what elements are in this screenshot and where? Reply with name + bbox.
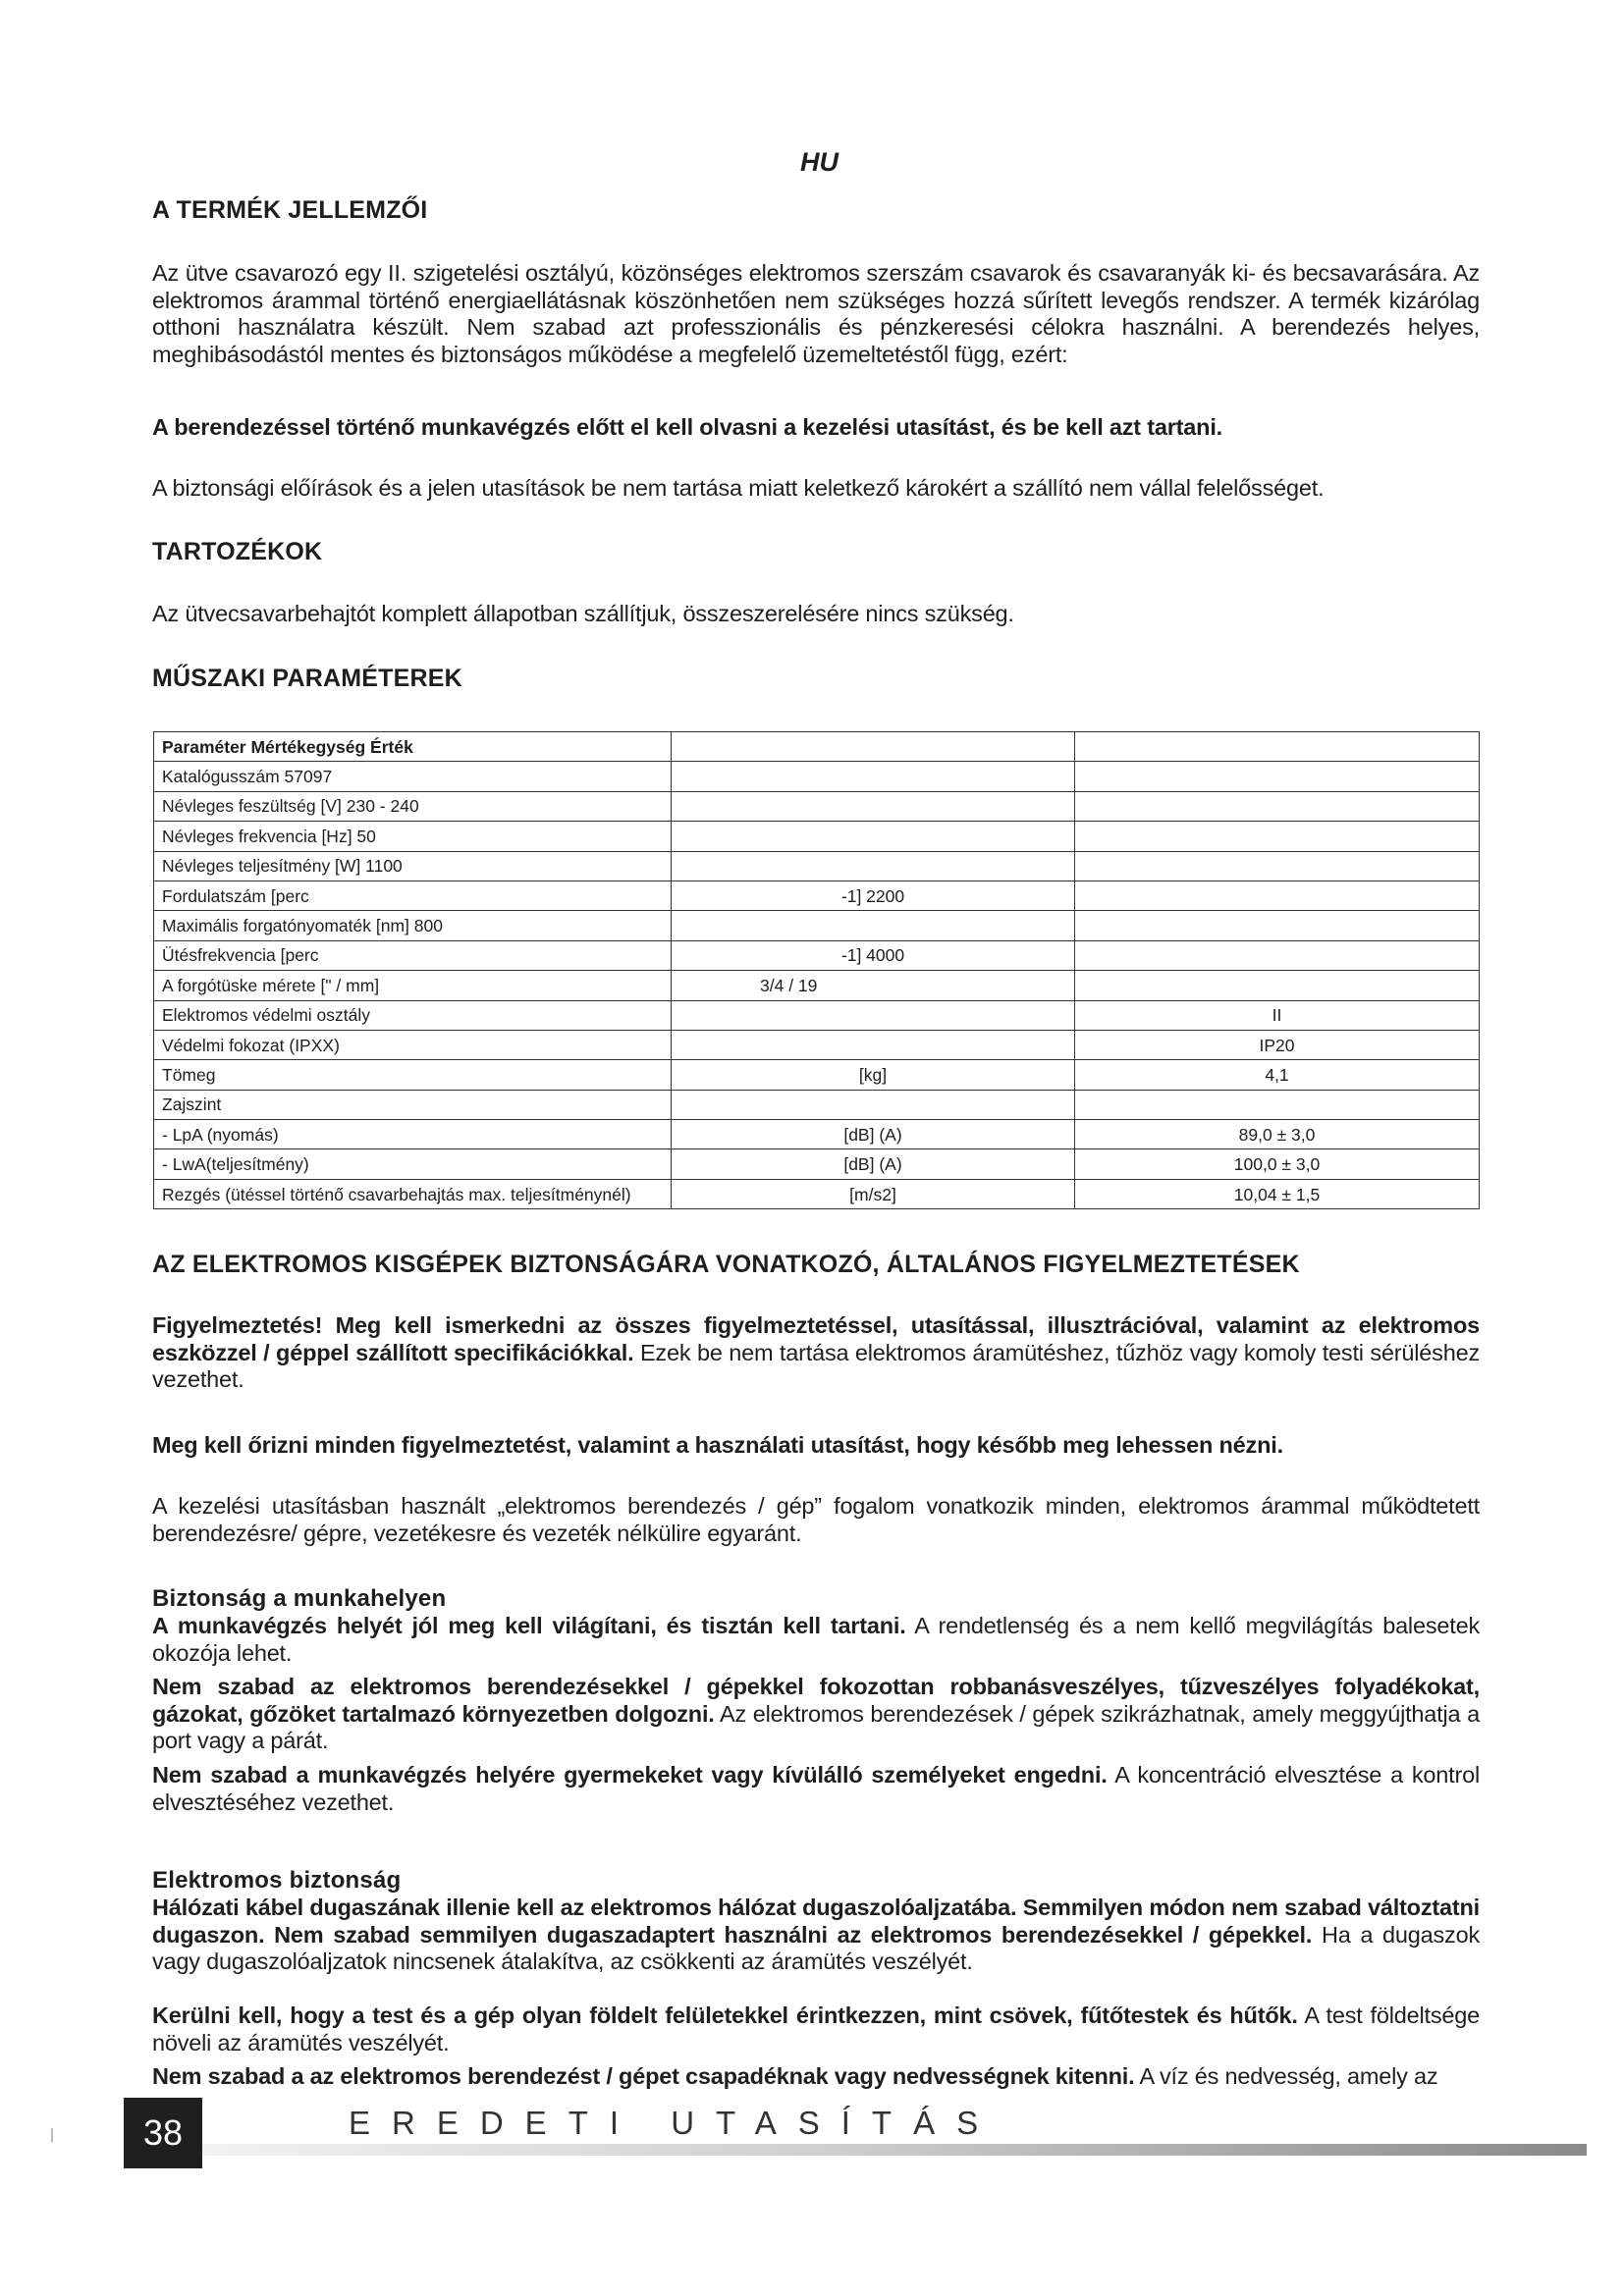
liability-paragraph: A biztonsági előírások és a jelen utasítások be nem tartása miatt keletkező károkért a szállító nem vállal felelősséget.: [152, 475, 1325, 501]
table-cell: [672, 791, 1075, 821]
table-cell: Védelmi fokozat (IPXX): [154, 1030, 672, 1059]
table-cell: [kg]: [672, 1060, 1075, 1090]
language-tag: HU: [800, 147, 839, 177]
table-row: [154, 1120, 1480, 1149]
table-cell: [1075, 911, 1480, 940]
table-cell: -1] 4000: [672, 940, 1075, 970]
heading-accessories: TARTOZÉKOK: [152, 538, 323, 565]
table-cell: 4,1: [1075, 1060, 1480, 1090]
table-cell: [672, 1090, 1075, 1119]
electrical-item-2-text: A test földeltsége növeli az áramütés veszélyét.: [152, 2002, 1480, 2056]
workplace-item-2: [152, 1674, 1480, 1755]
table-cell: Névleges frekvencia [Hz] 50: [154, 822, 672, 851]
product-description-paragraph: Az ütve csavarozó egy II. szigetelési osztályú, közönséges elektromos szerszám csavarok és csavaranyák ki- és becsavarására. Az elektromos árammal történő energiaellátásnak köszönhetően nem szükséges hozzá sűrített levegős rendszer. A termék kizárólag otthoni használatra készült. Nem szabad azt professzionális és pénzkeresési célokra használni. A berendezés helyes, meghibásodástól mentes és biztonságos működése a megfelelő üzemeltetéstől függ, ezért:: [152, 260, 1480, 367]
workplace-item-2-bold: Nem szabad az elektromos berendezésekkel / gépekkel fokozottan robbanásveszélyes, tűzveszélyes folyadékokat, gázokat, gőzöket tartalmazó környezetben dolgozni.: [152, 1674, 1480, 1727]
table-cell: 100,0 ± 3,0: [1075, 1149, 1480, 1179]
table-cell: Fordulatszám [perc: [154, 881, 672, 910]
table-cell: 10,04 ± 1,5: [1075, 1179, 1480, 1208]
table-row: [154, 1149, 1480, 1179]
table-cell: [672, 1030, 1075, 1059]
table-cell: Névleges feszültség [V] 230 - 240: [154, 791, 672, 821]
electrical-item-1-text: Ha a dugaszok vagy dugaszolóaljzatok nincsenek átalakítva, az csökkenti az áramütés veszélyét.: [152, 1921, 1480, 1974]
table-cell: [1075, 940, 1480, 970]
table-row: [154, 1000, 1480, 1030]
table-cell: Katalógusszám 57097: [154, 762, 672, 791]
heading-general-safety-warnings: AZ ELEKTROMOS KISGÉPEK BIZTONSÁGÁRA VONATKOZÓ, ÁLTALÁNOS FIGYELMEZTETÉSEK: [152, 1251, 1300, 1278]
table-cell: Elektromos védelmi osztály: [154, 1000, 672, 1030]
table-row: [154, 1060, 1480, 1090]
table-cell: II: [1075, 1000, 1480, 1030]
table-cell: - LwA(teljesítmény): [154, 1149, 672, 1179]
technical-parameters-table: [153, 731, 1480, 1209]
warning-paragraph: [152, 1312, 1480, 1394]
table-cell: [1075, 791, 1480, 821]
warning-text: Ezek be nem tartása elektromos áramütéshez, tűzhöz vagy komoly testi sérüléshez vezethet.: [152, 1339, 1480, 1392]
keep-instructions-notice: Meg kell őrizni minden figyelmeztetést, valamint a használati utasítást, hogy később meg lehessen nézni.: [152, 1432, 1283, 1458]
workplace-item-1-bold: A munkavégzés helyét jól meg kell világítani, és tisztán kell tartani.: [152, 1613, 906, 1638]
heading-product-features: A TERMÉK JELLEMZŐI: [152, 196, 428, 224]
table-cell: Ütésfrekvencia [perc: [154, 940, 672, 970]
table-cell: A forgótüske mérete [" / mm]: [154, 971, 672, 1000]
read-instructions-notice: A berendezéssel történő munkavégzés előtt el kell olvasni a kezelési utasítást, és be kell azt tartani.: [152, 414, 1222, 440]
table-cell: [1075, 822, 1480, 851]
workplace-item-1: [152, 1613, 1480, 1667]
table-cell: [1075, 762, 1480, 791]
margin-mark: [51, 2128, 53, 2142]
table-cell: [1075, 881, 1480, 910]
table-row: [154, 851, 1480, 881]
table-cell: [672, 1000, 1075, 1030]
warning-bold-text: Figyelmeztetés! Meg kell ismerkedni az összes figyelmeztetéssel, utasítással, illusztrációval, valamint az elektromos eszközzel / géppel szállított specifikációkkal.: [152, 1312, 1480, 1365]
electrical-item-2-bold: Kerülni kell, hogy a test és a gép olyan földelt felületekkel érintkezzen, mint csövek, fűtőtestek és hűtők.: [152, 2002, 1298, 2028]
table-cell: [672, 851, 1075, 881]
electrical-item-3: [152, 2063, 1480, 2091]
table-header-cell: Paraméter Mértékegység Érték: [154, 732, 672, 762]
heading-electrical-safety: Elektromos biztonság: [152, 1867, 402, 1894]
table-cell: [dB] (A): [672, 1149, 1075, 1179]
accessories-paragraph: Az ütvecsavarbehajtót komplett állapotban szállítjuk, összeszerelésére nincs szükség.: [152, 601, 1014, 626]
heading-workplace-safety: Biztonság a munkahelyen: [152, 1585, 447, 1612]
table-cell: 89,0 ± 3,0: [1075, 1120, 1480, 1149]
table-cell: [672, 822, 1075, 851]
table-row: [154, 971, 1480, 1000]
term-definition-paragraph: A kezelési utasításban használt „elektromos berendezés / gép” fogalom vonatkozik minden, elektromos árammal működtetett berendezésre/ gépre, vezetékesre és vezeték nélkülire egyaránt.: [152, 1493, 1480, 1546]
electrical-item-2: [152, 2002, 1480, 2056]
table-cell: [672, 762, 1075, 791]
table-cell: Névleges teljesítmény [W] 1100: [154, 851, 672, 881]
table-cell: Zajszint: [154, 1090, 672, 1119]
table-cell: [1075, 732, 1480, 762]
heading-technical-parameters: MŰSZAKI PARAMÉTEREK: [152, 665, 462, 692]
table-cell: [672, 911, 1075, 940]
workplace-item-3-bold: Nem szabad a munkavégzés helyére gyermekeket vagy kívülálló személyeket engedni.: [152, 1762, 1108, 1788]
table-cell: [1075, 1090, 1480, 1119]
table-cell: [672, 732, 1075, 762]
table-row: [154, 881, 1480, 910]
table-cell: [dB] (A): [672, 1120, 1075, 1149]
workplace-item-1-text: A rendetlenség és a nem kellő megvilágítás balesetek okozója lehet.: [152, 1613, 1480, 1666]
table-cell: Tömeg: [154, 1060, 672, 1090]
table-row: [154, 762, 1480, 791]
table-row: [154, 1030, 1480, 1059]
table-row: [154, 791, 1480, 821]
table-row: [154, 822, 1480, 851]
table-header-row: [154, 732, 1480, 762]
table-cell: [1075, 971, 1480, 1000]
table-cell: -1] 2200: [672, 881, 1075, 910]
workplace-item-2-text: Az elektromos berendezések / gépek szikrázhatnak, amely meggyújthatja a port vagy a párát.: [152, 1700, 1480, 1753]
electrical-item-3-text: A víz és nedvesség, amely az: [1134, 2063, 1438, 2089]
electrical-item-1-bold: Hálózati kábel dugaszának illenie kell az elektromos hálózat dugaszolóaljzatába. Semmilyen módon nem szabad változtatni dugaszon. Nem szabad semmilyen dugaszadaptert használni az elektromos berendezésekkel / gépekkel.: [152, 1895, 1480, 1948]
footer-title: EREDETI UTASÍTÁS: [349, 2105, 1001, 2141]
table-row: [154, 1090, 1480, 1119]
table-cell: IP20: [1075, 1030, 1480, 1059]
footer-gradient-bar: [202, 2144, 1587, 2156]
table-row: [154, 911, 1480, 940]
workplace-item-3-text: A koncentráció elvesztése a kontrol elvesztéséhez vezethet.: [152, 1762, 1480, 1815]
workplace-item-3: [152, 1762, 1480, 1816]
electrical-item-1: [152, 1895, 1480, 1976]
table-cell: [m/s2]: [672, 1179, 1075, 1208]
table-cell: [1075, 851, 1480, 881]
table-row: [154, 940, 1480, 970]
table-row: [154, 1179, 1480, 1208]
page-number: 38: [124, 2098, 202, 2168]
electrical-item-3-bold: Nem szabad a az elektromos berendezést / gépet csapadéknak vagy nedvességnek kitenni.: [152, 2063, 1135, 2089]
table-cell: 3/4 / 19: [672, 971, 1075, 1000]
table-cell: - LpA (nyomás): [154, 1120, 672, 1149]
table-cell: Maximális forgatónyomaték [nm] 800: [154, 911, 672, 940]
table-cell: Rezgés (ütéssel történő csavarbehajtás max. teljesítménynél): [154, 1179, 672, 1208]
